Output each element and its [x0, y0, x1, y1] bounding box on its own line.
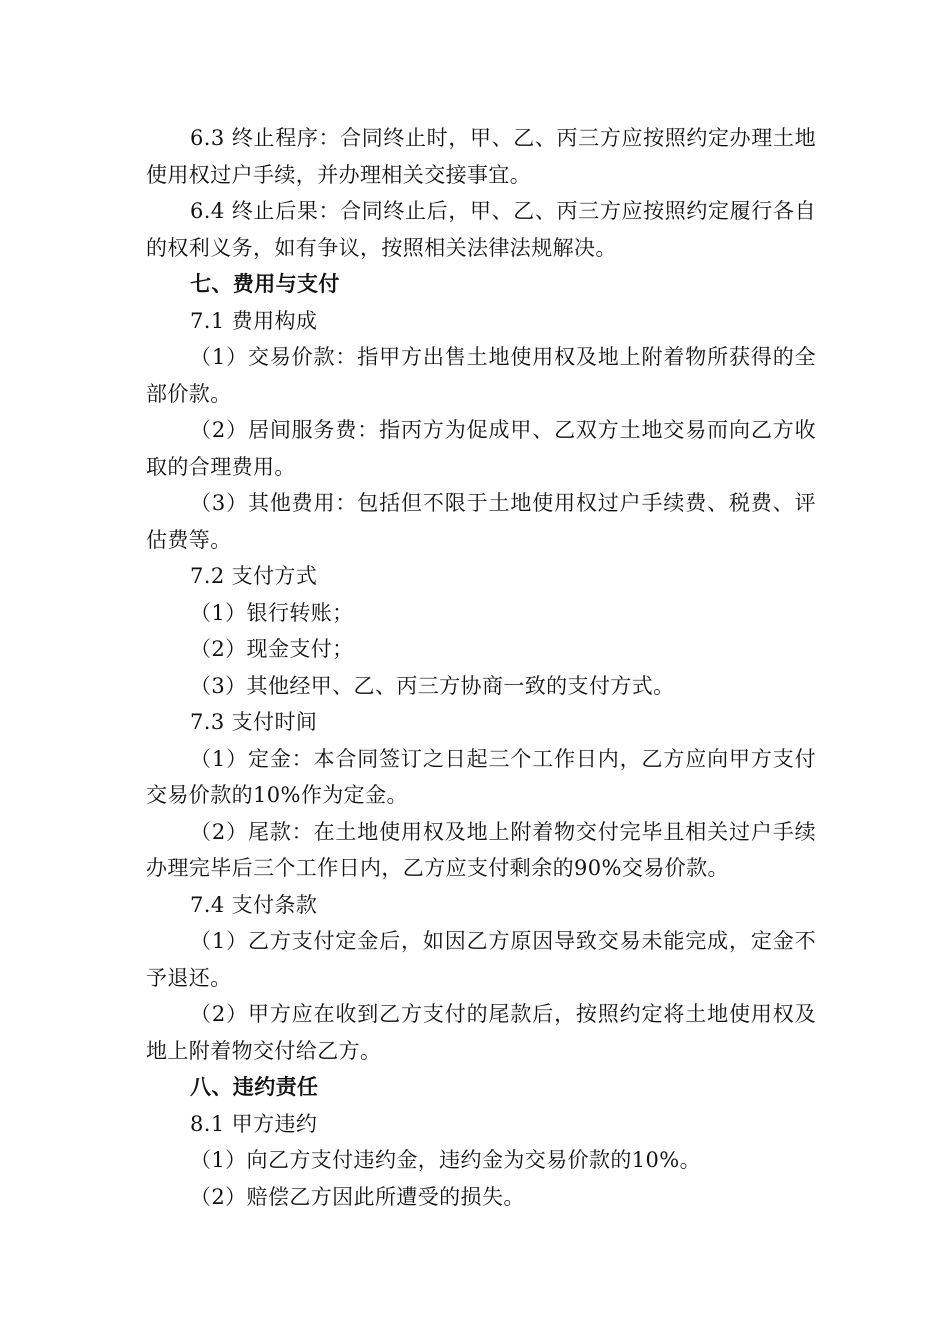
document-body: [146, 120, 816, 1215]
clause-8-1: 8.1 甲方违约: [190, 1111, 318, 1136]
clause-6-3: 6.3 终止程序：合同终止时，甲、乙、丙三方应按照约定办理土地使用权过户手续，并办理相关交接事宜。: [146, 126, 816, 187]
clause-7-3-item-2: （2）尾款：在土地使用权及地上附着物交付完毕且相关过户手续办理完毕后三个工作日内，乙方应支付剩余的90%交易价款。: [146, 819, 816, 880]
clause-7-2: 7.2 支付方式: [190, 564, 318, 588]
clause-7-3-item-1: （1）定金：本合同签订之日起三个工作日内，乙方应向甲方支付交易价款的10%作为定金。: [146, 746, 816, 807]
clause-6-4: 6.4 终止后果：合同终止后，甲、乙、丙三方应按照约定履行各自的权利义务，如有争议，按照相关法律法规解决。: [146, 199, 816, 260]
clause-7-4-item-1: （1）乙方支付定金后，如因乙方原因导致交易未能完成，定金不予退还。: [146, 929, 816, 990]
clause-7-1: 7.1 费用构成: [190, 308, 318, 333]
clause-8-1-item-2: （2）赔偿乙方因此所遭受的损失。: [190, 1184, 525, 1209]
clause-8-1-item-1: （1）向乙方支付违约金，违约金为交易价款的10%。: [190, 1148, 702, 1172]
section-heading-7: 七、费用与支付: [190, 271, 340, 296]
clause-7-2-item-3: （3）其他经甲、乙、丙三方协商一致的支付方式。: [190, 673, 675, 698]
section-heading-8: 八、违约责任: [190, 1074, 319, 1099]
clause-7-2-item-2: （2）现金支付；: [190, 637, 354, 661]
clause-7-1-item-2: （2）居间服务费：指丙方为促成甲、乙双方土地交易而向乙方收取的合理费用。: [146, 418, 816, 479]
clause-7-4-item-2: （2）甲方应在收到乙方支付的尾款后，按照约定将土地使用权及地上附着物交付给乙方。: [146, 1002, 816, 1063]
clause-7-4: 7.4 支付条款: [190, 892, 318, 917]
clause-7-2-item-1: （1）银行转账；: [190, 600, 354, 625]
clause-7-1-item-3: （3）其他费用：包括但不限于土地使用权过户手续费、税费、评估费等。: [146, 491, 816, 552]
clause-7-1-item-1: （1）交易价款：指甲方出售土地使用权及地上附着物所获得的全部价款。: [146, 345, 816, 406]
clause-7-3: 7.3 支付时间: [190, 710, 318, 734]
